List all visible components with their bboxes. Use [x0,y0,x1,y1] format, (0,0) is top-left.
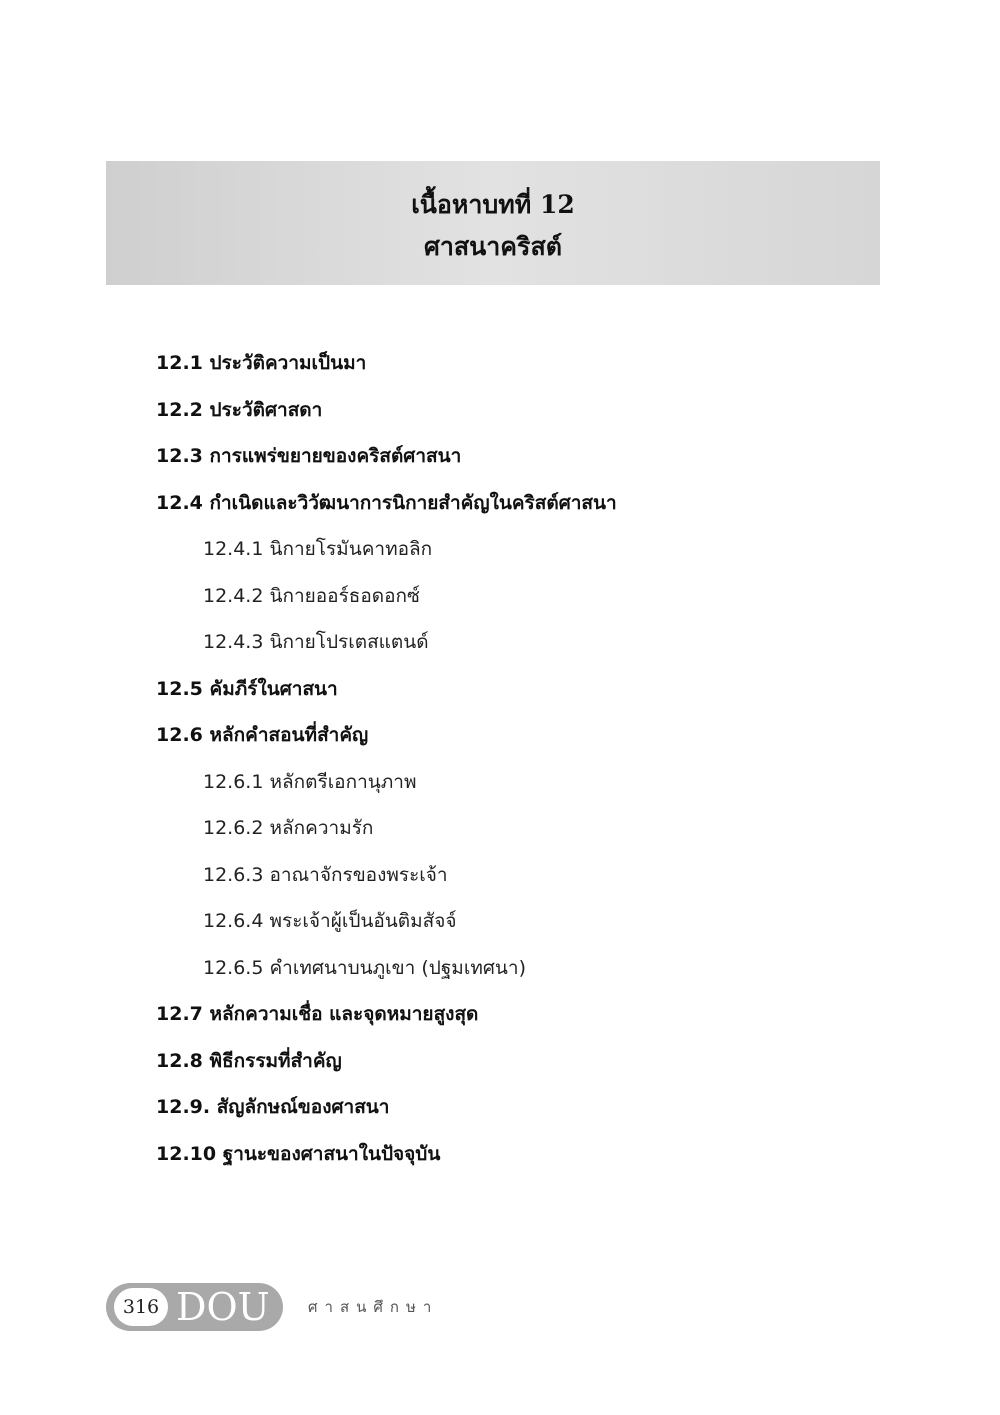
toc-item: 12.1 ประวัติความเป็นมา [156,352,367,374]
toc-subitem: 12.6.3 อาณาจักรของพระเจ้า [203,864,448,886]
toc-subitem: 12.6.1 หลักตรีเอกานุภาพ [203,771,417,793]
toc-subitem: 12.4.1 นิกายโรมันคาทอลิก [203,538,433,560]
toc-subitem: 12.6.4 พระเจ้าผู้เป็นอันติมสัจจ์ [203,910,457,932]
toc-item: 12.6 หลักคำสอนที่สำคัญ [156,724,369,746]
toc-item: 12.8 พิธีกรรมที่สำคัญ [156,1050,342,1072]
toc-item: 12.4 กำเนิดและวิวัฒนาการนิกายสำคัญในคริสต์ศาสนา [156,492,617,514]
toc-item: 12.9. สัญลักษณ์ของศาสนา [156,1096,390,1118]
toc-item: 12.7 หลักความเชื่อ และจุดหมายสูงสุด [156,1003,479,1025]
toc-subitem: 12.6.2 หลักความรัก [203,817,374,839]
toc-subitem: 12.6.5 คำเทศนาบนภูเขา (ปฐมเทศนา) [203,957,526,979]
course-name: ศาสนศึกษา [308,1298,439,1316]
chapter-header [106,161,880,285]
toc-item: 12.5 คัมภีร์ในศาสนา [156,678,338,700]
chapter-number-title: เนื้อหาบทที่ 12 [411,190,575,219]
page-number: 316 [114,1288,168,1326]
chapter-subject-title: ศาสนาคริสต์ [424,232,562,261]
toc-item: 12.10 ฐานะของศาสนาในปัจจุบัน [156,1143,441,1165]
footer-badge [106,1283,283,1331]
dou-logo: DOU [176,1285,270,1329]
toc-item: 12.3 การแพร่ขยายของคริสต์ศาสนา [156,445,462,467]
toc-subitem: 12.4.2 นิกายออร์ธอดอกซ์ [203,585,420,607]
toc-subitem: 12.4.3 นิกายโปรเตสแตนด์ [203,631,429,653]
toc-item: 12.2 ประวัติศาสดา [156,399,323,421]
